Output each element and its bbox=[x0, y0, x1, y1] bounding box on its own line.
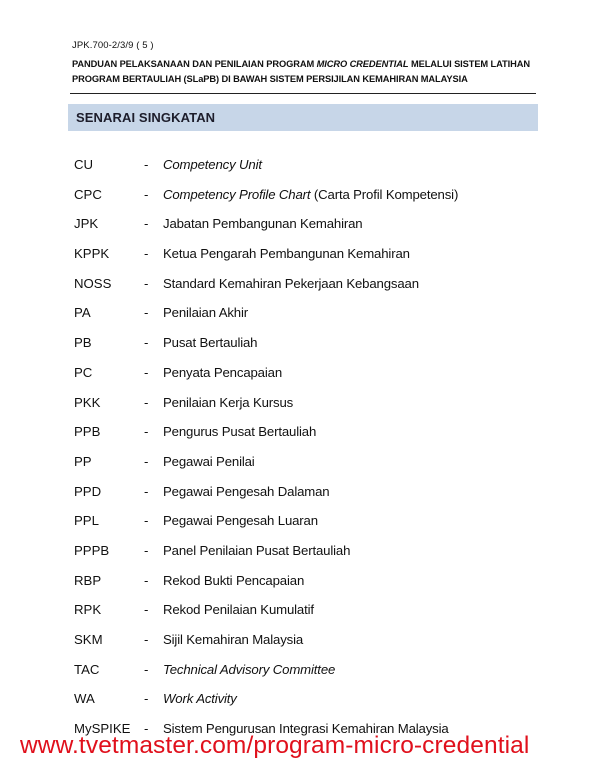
abbreviation-row bbox=[0, 361, 610, 391]
definition: Pegawai Pengesah Luaran bbox=[163, 513, 318, 529]
abbreviation: CU bbox=[74, 157, 94, 172]
separator-dash: - bbox=[144, 721, 149, 737]
definition: Penilaian Akhir bbox=[163, 305, 248, 321]
abbreviation: PPB bbox=[74, 424, 101, 440]
separator-dash: - bbox=[144, 572, 149, 588]
abbreviation-row bbox=[0, 391, 610, 421]
document-reference: JPK.700-2/3/9 ( 5 ) bbox=[72, 40, 154, 51]
definition: Rekod Bukti Pencapaian bbox=[163, 572, 305, 588]
abbreviation-row bbox=[0, 212, 610, 242]
definition-rest: (Carta Profil Kompetensi) bbox=[310, 186, 459, 202]
separator-dash: - bbox=[144, 157, 149, 172]
abbreviation: RBP bbox=[74, 572, 102, 588]
header-divider bbox=[70, 93, 536, 94]
abbreviation-row bbox=[0, 480, 610, 510]
abbreviation-row bbox=[0, 272, 610, 302]
definition: Competency Unit bbox=[163, 157, 262, 172]
title-part-1: PANDUAN PELAKSANAAN DAN PENILAIAN PROGRAM bbox=[72, 59, 317, 69]
abbreviation-row bbox=[0, 539, 610, 569]
abbreviation: JPK bbox=[74, 216, 99, 232]
abbreviation: NOSS bbox=[74, 275, 112, 291]
abbreviation-row bbox=[0, 628, 610, 658]
separator-dash: - bbox=[144, 305, 149, 321]
separator-dash: - bbox=[144, 483, 149, 499]
abbreviation: WA bbox=[74, 691, 95, 707]
separator-dash: - bbox=[144, 394, 149, 410]
abbreviation: PP bbox=[74, 453, 92, 469]
definition: Technical Advisory Committee bbox=[163, 661, 336, 677]
definition: Panel Penilaian Pusat Bertauliah bbox=[163, 542, 351, 558]
abbreviation: CPC bbox=[74, 186, 102, 202]
definition: Pusat Bertauliah bbox=[163, 335, 258, 351]
definition bbox=[163, 187, 458, 202]
separator-dash: - bbox=[144, 364, 149, 380]
abbreviation-row bbox=[0, 450, 610, 480]
abbreviation-row bbox=[0, 331, 610, 361]
abbreviation: PB bbox=[74, 335, 92, 351]
abbreviation: MySPIKE bbox=[74, 721, 131, 737]
separator-dash: - bbox=[144, 602, 149, 618]
separator-dash: - bbox=[144, 275, 149, 291]
definition: Ketua Pengarah Pembangunan Kemahiran bbox=[163, 246, 410, 262]
definition: Pengurus Pusat Bertauliah bbox=[163, 424, 317, 440]
separator-dash: - bbox=[144, 186, 149, 202]
section-title: SENARAI SINGKATAN bbox=[76, 110, 216, 125]
document-title bbox=[72, 57, 542, 87]
title-italic-part: MICRO CREDENTIAL bbox=[316, 59, 409, 69]
separator-dash: - bbox=[144, 246, 149, 262]
definition: Sistem Pengurusan Integrasi Kemahiran Malaysia bbox=[163, 721, 449, 737]
watermark-url: www.tvetmaster.com/program-micro-credential bbox=[20, 732, 530, 759]
abbreviation-row bbox=[0, 569, 610, 599]
separator-dash: - bbox=[144, 216, 149, 232]
definition: Rekod Penilaian Kumulatif bbox=[163, 602, 314, 618]
definition: Standard Kemahiran Pekerjaan Kebangsaan bbox=[163, 275, 419, 291]
abbreviation: KPPK bbox=[74, 246, 110, 262]
separator-dash: - bbox=[144, 513, 149, 529]
definition: Pegawai Pengesah Dalaman bbox=[163, 483, 330, 499]
abbreviation-row bbox=[0, 509, 610, 539]
separator-dash: - bbox=[144, 542, 149, 558]
section-header-bar bbox=[68, 104, 538, 131]
abbreviation-row bbox=[0, 183, 610, 213]
abbreviation-list bbox=[0, 153, 610, 747]
abbreviation: PPL bbox=[74, 513, 99, 529]
separator-dash: - bbox=[144, 661, 149, 677]
abbreviation-row bbox=[0, 301, 610, 331]
definition: Penilaian Kerja Kursus bbox=[163, 394, 294, 410]
definition: Jabatan Pembangunan Kemahiran bbox=[163, 216, 363, 232]
abbreviation-row bbox=[0, 242, 610, 272]
separator-dash: - bbox=[144, 453, 149, 469]
definition: Pegawai Penilai bbox=[163, 453, 255, 469]
abbreviation: SKM bbox=[74, 632, 103, 647]
abbreviation: RPK bbox=[74, 602, 102, 618]
abbreviation: TAC bbox=[74, 661, 100, 677]
separator-dash: - bbox=[144, 335, 149, 351]
separator-dash: - bbox=[144, 424, 149, 440]
abbreviation-row bbox=[0, 687, 610, 717]
definition: Penyata Pencapaian bbox=[163, 364, 283, 380]
abbreviation: PA bbox=[74, 305, 91, 321]
definition: Sijil Kemahiran Malaysia bbox=[163, 632, 304, 647]
abbreviation-row bbox=[0, 658, 610, 688]
abbreviation: PC bbox=[74, 364, 93, 380]
abbreviation: PKK bbox=[74, 394, 101, 410]
separator-dash: - bbox=[144, 691, 149, 707]
definition: Work Activity bbox=[163, 691, 237, 707]
abbreviation: PPD bbox=[74, 483, 102, 499]
abbreviation-row bbox=[0, 598, 610, 628]
separator-dash: - bbox=[144, 632, 149, 647]
abbreviation: PPPB bbox=[74, 542, 110, 558]
title-part-2: MELALUI SISTEM LATIHAN PROGRAM BERTAULIAH (SLaPB) DI BAWAH SISTEM PERSIJILAN KEMAHIRAN MALAYSIA bbox=[72, 59, 530, 84]
abbreviation-row bbox=[0, 153, 610, 183]
definition-italic: Competency Profile Chart bbox=[163, 186, 311, 202]
abbreviation-row bbox=[0, 420, 610, 450]
